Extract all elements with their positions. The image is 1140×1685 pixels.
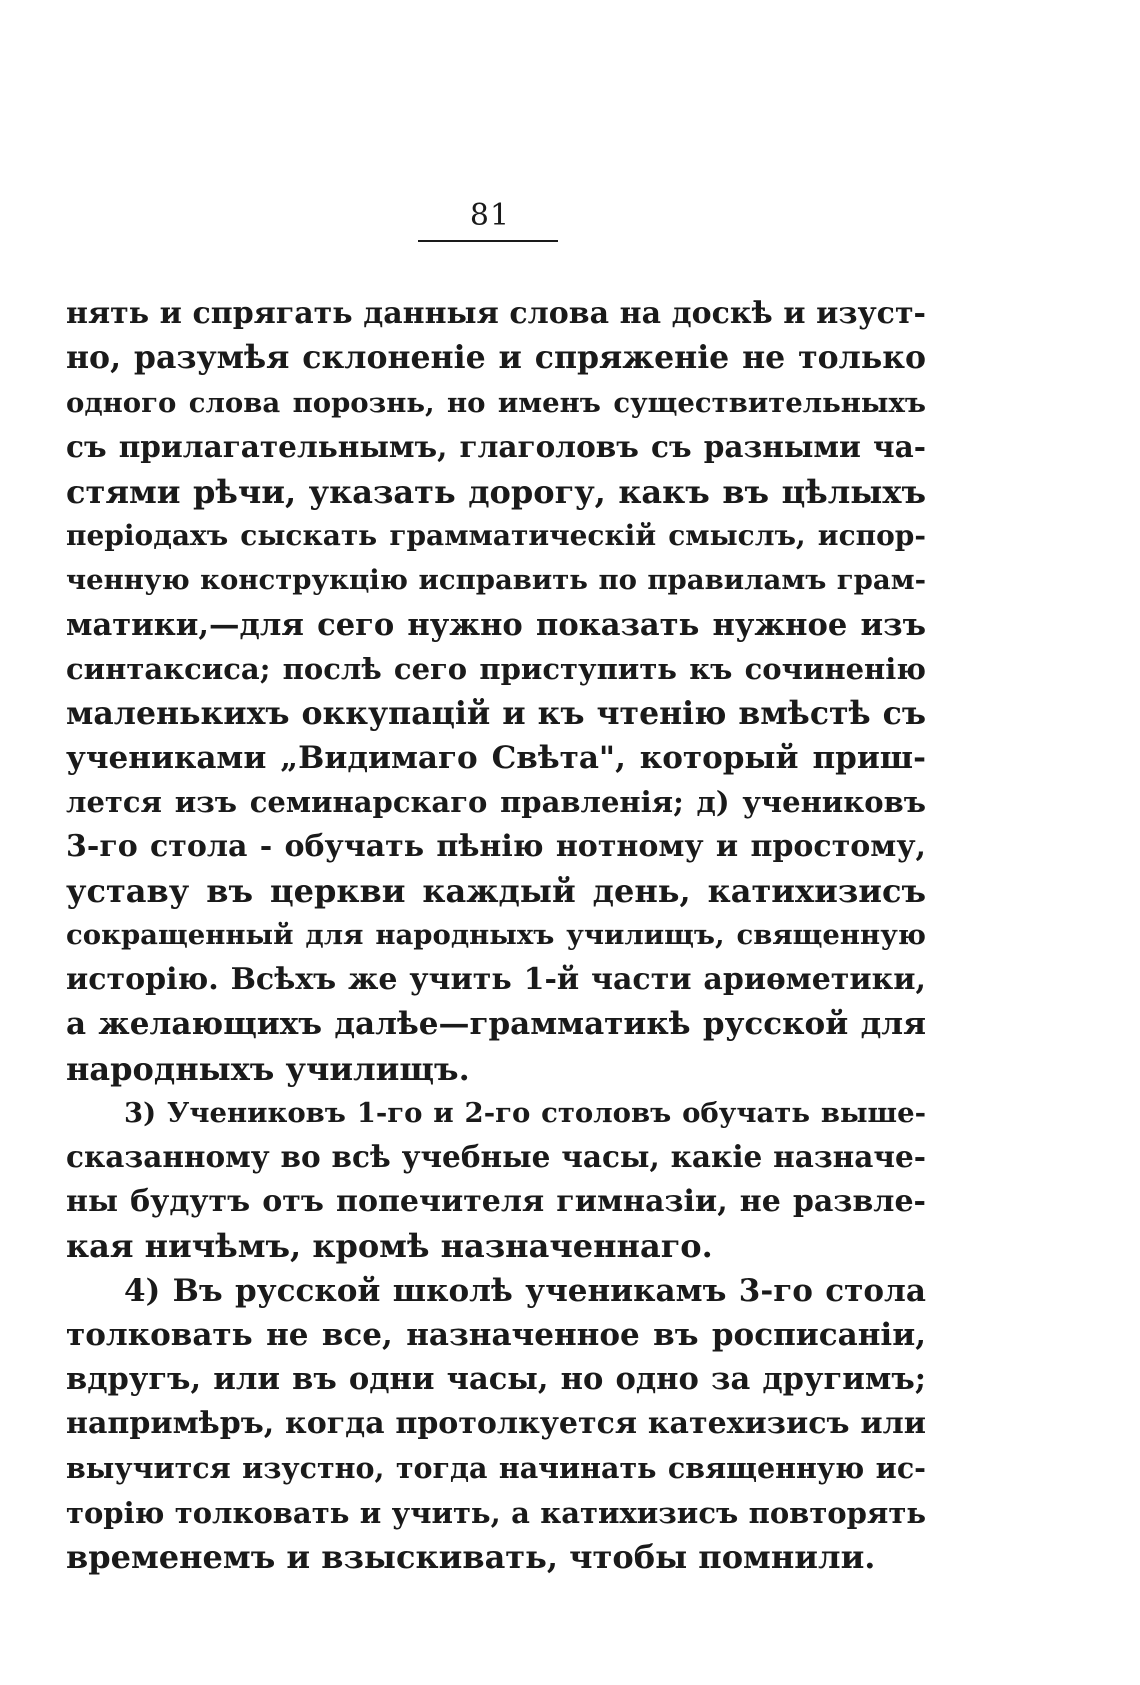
text-line: 4) Въ русской школѣ ученикамъ 3-го стола — [124, 1272, 926, 1309]
text-line: исторію. Всѣхъ же учить 1-й части ариѳметики, — [66, 961, 926, 997]
text-line: нять и спрягать данныя слова на доскѣ и изуст- — [66, 296, 926, 331]
text-line: но, разумѣя склоненіе и спряженіе не только — [66, 339, 926, 377]
text-line: торію толковать и учить, а катихизисъ повторять — [66, 1495, 926, 1530]
text-line: 3-го стола - обучать пѣнію нотному и простому, — [66, 828, 926, 864]
text-line: сказанному во всѣ учебные часы, какіе назначе- — [66, 1139, 926, 1175]
body-text — [66, 292, 926, 1579]
text-line: временемъ и взыскивать, чтобы помнили. — [66, 1537, 876, 1576]
text-line: маленькихъ оккупацій и къ чтенію вмѣстѣ съ — [66, 694, 926, 732]
text-line: стями рѣчи, указать дорогу, какъ въ цѣлыхъ — [66, 472, 926, 511]
header-rule — [418, 240, 558, 242]
text-line: одного слова порознь, но именъ существительныхъ — [66, 386, 926, 419]
text-line: лется изъ семинарскаго правленія; д) учениковъ — [66, 785, 926, 820]
text-line: съ прилагательнымъ, глаголовъ съ разными ча- — [66, 429, 926, 465]
text-line: ны будутъ отъ попечителя гимназіи, не развле- — [66, 1183, 926, 1219]
text-line: толковать не все, назначенное въ росписаніи, — [66, 1316, 926, 1353]
text-line: 3) Учениковъ 1-го и 2-го столовъ обучать выше- — [124, 1097, 926, 1130]
text-line: сокращенный для народныхъ училищъ, священную — [66, 919, 926, 952]
text-line: уставу въ церкви каждый день, катихизисъ — [66, 872, 926, 911]
text-line: синтаксиса; послѣ сего приступить къ сочиненію — [66, 652, 926, 687]
text-line: выучится изустно, тогда начинать священную ис- — [66, 1451, 926, 1486]
text-line: учениками „Видимаго Свѣта", который приш- — [66, 739, 926, 776]
text-line: кая ничѣмъ, кромѣ назначеннаго. — [66, 1227, 713, 1266]
text-line: ченную конструкцію исправить по правиламъ грам- — [66, 564, 926, 597]
text-line: вдругъ, или въ одни часы, но одно за другимъ; — [66, 1361, 926, 1398]
page-number: 81 — [469, 198, 511, 233]
text-line: а желающихъ далѣе—грамматикѣ русской для — [66, 1006, 926, 1043]
text-line: періодахъ сыскать грамматическій смыслъ, испор- — [66, 518, 926, 552]
text-line: матики,—для сего нужно показать нужное изъ — [66, 606, 926, 643]
text-line: напримѣръ, когда протолкуется катехизисъ или — [66, 1405, 926, 1441]
text-line: народныхъ училищъ. — [66, 1049, 470, 1088]
